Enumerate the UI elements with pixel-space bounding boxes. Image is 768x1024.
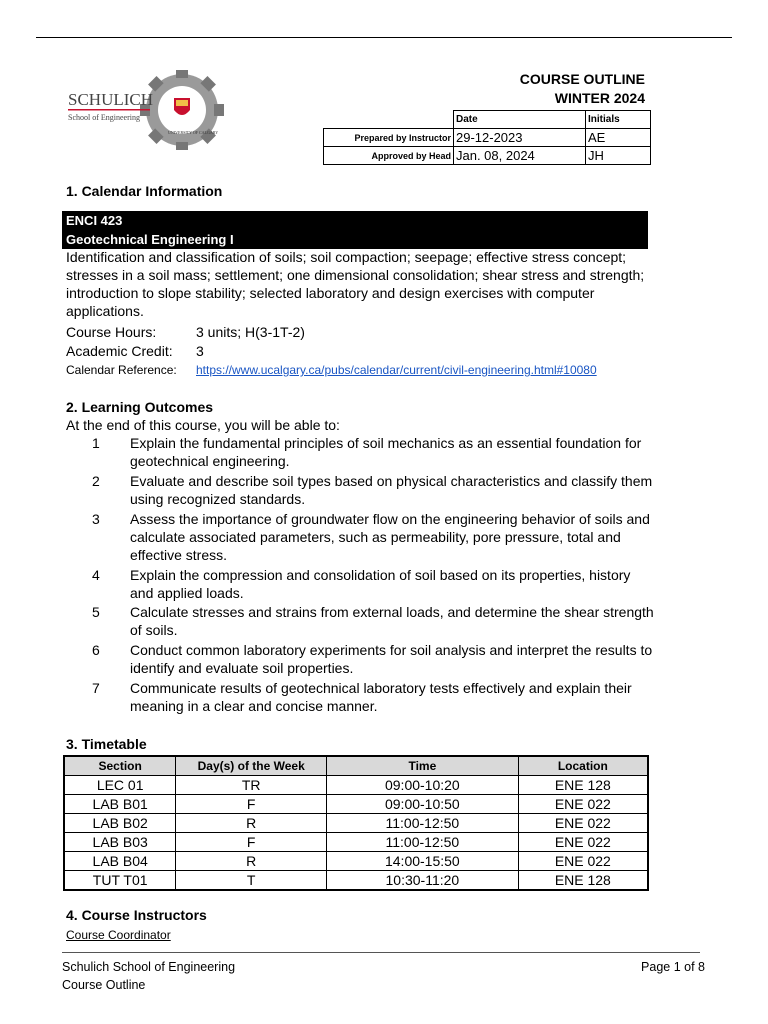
svg-text:School of Engineering: School of Engineering: [68, 113, 140, 122]
table-cell: LAB B02: [64, 814, 176, 833]
outcome-text: Explain the fundamental principles of soil mechanics as an essential foundation for geotechnical engineering.: [130, 435, 642, 469]
table-cell: TR: [176, 776, 327, 795]
outcome-number: 2: [92, 473, 100, 489]
doc-title: COURSE OUTLINE: [519, 71, 645, 87]
table-row: [64, 833, 648, 852]
table-cell: F: [176, 833, 327, 852]
table-cell: 11:00-12:50: [327, 833, 519, 852]
outcome-item: [66, 434, 656, 470]
outcome-item: [66, 603, 656, 639]
table-row: [64, 871, 648, 891]
outcome-number: 4: [92, 567, 100, 583]
table-cell: ENE 128: [518, 871, 648, 891]
doc-term: WINTER 2024: [554, 90, 645, 106]
table-cell: LAB B03: [64, 833, 176, 852]
course-coordinator-label: Course Coordinator: [66, 928, 171, 942]
section-heading: 4. Course Instructors: [66, 907, 207, 923]
table-cell: R: [176, 814, 327, 833]
signoff-row: Approved by Head Jan. 08, 2024 JH: [324, 147, 651, 165]
outcome-text: Explain the compression and consolidation of soil based on its properties, history and applied loads.: [130, 567, 631, 601]
outcome-item: [66, 566, 656, 602]
section-heading: 2. Learning Outcomes: [66, 399, 214, 415]
outcome-text: Calculate stresses and strains from external loads, and determine the shear strength of soils.: [130, 604, 654, 638]
table-cell: ENE 022: [518, 814, 648, 833]
table-row: [64, 852, 648, 871]
section-heading: 1. Calendar Information: [66, 183, 223, 199]
signoff-row: Prepared by Instructor 29-12-2023 AE: [324, 129, 651, 147]
table-cell: 14:00-15:50: [327, 852, 519, 871]
table-cell: ENE 022: [518, 852, 648, 871]
table-cell: 09:00-10:20: [327, 776, 519, 795]
table-cell: ENE 022: [518, 795, 648, 814]
table-cell: T: [176, 871, 327, 891]
outcome-text: Conduct common laboratory experiments for soil analysis and interpret the results to identify and evaluate soil properties.: [130, 642, 653, 676]
table-cell: R: [176, 852, 327, 871]
table-cell: F: [176, 795, 327, 814]
table-cell: ENE 128: [518, 776, 648, 795]
table-row: [64, 776, 648, 795]
course-code: ENCI 423: [66, 213, 123, 228]
top-rule: [36, 37, 732, 38]
table-cell: 11:00-12:50: [327, 814, 519, 833]
outcome-number: 3: [92, 511, 100, 527]
table-cell: LEC 01: [64, 776, 176, 795]
outcome-number: 5: [92, 604, 100, 620]
timetable-table: Section Day(s) of the Week Time Location LEC 01 TR 09:00-10:20 ENE 128 LAB B01 F 09:00-10:50 ENE 022 LAB B02 R 11:00-12:50 ENE 022 LAB B03 F 11:00-12:50 ENE 022 LAB B04 R 14:00-15:50 ENE 022 TUT T01 T 10:30-11:20 ENE 128: [63, 755, 649, 891]
calendar-reference: Calendar Reference: https://www.ucalgary.ca/pubs/calendar/current/civil-engineering.html#10080: [66, 363, 597, 377]
footer-rule: [62, 952, 700, 953]
svg-text:SCHULICH: SCHULICH: [68, 90, 154, 109]
academic-credit: Academic Credit: 3: [66, 343, 204, 359]
signoff-table: Date Initials Prepared by Instructor 29-12-2023 AE Approved by Head Jan. 08, 2024 JH: [323, 110, 651, 165]
outcome-number: 1: [92, 435, 100, 451]
section-heading: 3. Timetable: [66, 736, 147, 752]
table-row: [64, 795, 648, 814]
outcome-text: Assess the importance of groundwater flow on the engineering behavior of soils and calculate associated parameters, such as permeability, pore pressure, total and effective stress.: [130, 511, 650, 563]
footer-doc: Course Outline: [62, 978, 146, 992]
course-name: Geotechnical Engineering I: [66, 232, 234, 247]
page-number: Page 1 of 8: [641, 960, 705, 974]
outcome-text: Evaluate and describe soil types based on physical characteristics and classify them using recognized standards.: [130, 473, 653, 507]
outcome-item: [66, 472, 656, 508]
table-cell: 09:00-10:50: [327, 795, 519, 814]
table-cell: TUT T01: [64, 871, 176, 891]
outcome-text: Communicate results of geotechnical laboratory tests effectively and explain their meaning in a clear and concise manner.: [130, 680, 632, 714]
outcome-item: [66, 679, 656, 715]
table-cell: LAB B01: [64, 795, 176, 814]
course-description: Identification and classification of soils; soil compaction; seepage; effective stress concept; stresses in a soil mass; settlement; one dimensional consolidation; shear stress and strength; introduction to slope stability; selected laboratory and design exercises with computer applications.: [66, 249, 645, 319]
table-cell: 10:30-11:20: [327, 871, 519, 891]
course-hours: Course Hours: 3 units; H(3-1T-2): [66, 324, 305, 340]
svg-text:UNIVERSITY OF CALGARY: UNIVERSITY OF CALGARY: [168, 130, 219, 135]
outcome-number: 6: [92, 642, 100, 658]
table-cell: ENE 022: [518, 833, 648, 852]
outcome-item: [66, 510, 656, 564]
schulich-logo: [64, 70, 229, 150]
outcome-number: 7: [92, 680, 100, 696]
table-cell: LAB B04: [64, 852, 176, 871]
calendar-link[interactable]: https://www.ucalgary.ca/pubs/calendar/current/civil-engineering.html#10080: [196, 363, 597, 377]
table-row: [64, 814, 648, 833]
outcome-item: [66, 641, 656, 677]
course-banner: [62, 211, 648, 249]
outcomes-intro: At the end of this course, you will be able to:: [66, 417, 340, 433]
footer-school: Schulich School of Engineering: [62, 960, 236, 974]
